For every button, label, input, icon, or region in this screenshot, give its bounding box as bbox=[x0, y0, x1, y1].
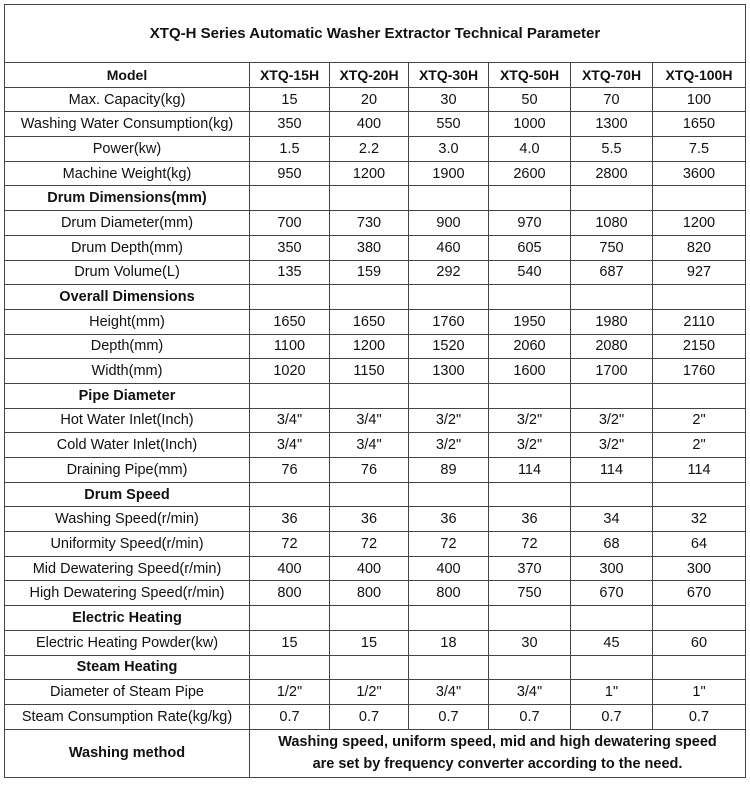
value-cell: 1980 bbox=[571, 309, 653, 334]
empty-cell bbox=[409, 655, 489, 680]
value-cell: 3.0 bbox=[409, 137, 489, 162]
value-cell: 2080 bbox=[571, 334, 653, 359]
value-cell: 3/2" bbox=[571, 408, 653, 433]
value-cell: 3/2" bbox=[489, 433, 571, 458]
value-cell: 400 bbox=[330, 556, 409, 581]
header-model: Model bbox=[5, 63, 250, 88]
value-cell: 460 bbox=[409, 235, 489, 260]
table-row bbox=[5, 161, 746, 186]
row-label: Washing Speed(r/min) bbox=[5, 507, 250, 532]
title-row bbox=[5, 5, 746, 63]
empty-cell bbox=[571, 383, 653, 408]
value-cell: 3/4" bbox=[250, 433, 330, 458]
value-cell: 1150 bbox=[330, 359, 409, 384]
value-cell: 36 bbox=[330, 507, 409, 532]
empty-cell bbox=[489, 285, 571, 310]
value-cell: 1300 bbox=[409, 359, 489, 384]
value-cell: 72 bbox=[409, 532, 489, 557]
table-row bbox=[5, 408, 746, 433]
table-row bbox=[5, 359, 746, 384]
empty-cell bbox=[250, 655, 330, 680]
table-row bbox=[5, 556, 746, 581]
table-row bbox=[5, 235, 746, 260]
value-cell: 0.7 bbox=[250, 704, 330, 729]
value-cell: 400 bbox=[409, 556, 489, 581]
washing-method-note-line-1: Washing speed, uniform speed, mid and high dewatering speed bbox=[278, 734, 717, 751]
row-label: Depth(mm) bbox=[5, 334, 250, 359]
value-cell: 2" bbox=[653, 433, 746, 458]
table-row bbox=[5, 137, 746, 162]
value-cell: 4.0 bbox=[489, 137, 571, 162]
empty-cell bbox=[489, 186, 571, 211]
value-cell: 45 bbox=[571, 630, 653, 655]
value-cell: 2060 bbox=[489, 334, 571, 359]
value-cell: 64 bbox=[653, 532, 746, 557]
value-cell: 20 bbox=[330, 87, 409, 112]
value-cell: 3/4" bbox=[409, 680, 489, 705]
empty-cell bbox=[409, 606, 489, 631]
value-cell: 1020 bbox=[250, 359, 330, 384]
value-cell: 800 bbox=[409, 581, 489, 606]
header-row bbox=[5, 63, 746, 88]
value-cell: 1950 bbox=[489, 309, 571, 334]
section-heading: Electric Heating bbox=[5, 606, 250, 631]
value-cell: 70 bbox=[571, 87, 653, 112]
row-label: Drum Diameter(mm) bbox=[5, 211, 250, 236]
empty-cell bbox=[571, 655, 653, 680]
value-cell: 3/2" bbox=[489, 408, 571, 433]
value-cell: 3/2" bbox=[571, 433, 653, 458]
value-cell: 50 bbox=[489, 87, 571, 112]
row-label: Power(kw) bbox=[5, 137, 250, 162]
value-cell: 30 bbox=[409, 87, 489, 112]
empty-cell bbox=[330, 655, 409, 680]
table-row bbox=[5, 211, 746, 236]
table-row bbox=[5, 680, 746, 705]
value-cell: 89 bbox=[409, 458, 489, 483]
value-cell: 0.7 bbox=[409, 704, 489, 729]
row-label: Diameter of Steam Pipe bbox=[5, 680, 250, 705]
value-cell: 1200 bbox=[330, 161, 409, 186]
value-cell: 300 bbox=[653, 556, 746, 581]
value-cell: 3/4" bbox=[250, 408, 330, 433]
empty-cell bbox=[571, 285, 653, 310]
value-cell: 2" bbox=[653, 408, 746, 433]
value-cell: 750 bbox=[489, 581, 571, 606]
row-label: High Dewatering Speed(r/min) bbox=[5, 581, 250, 606]
value-cell: 2800 bbox=[571, 161, 653, 186]
value-cell: 1000 bbox=[489, 112, 571, 137]
row-label: Width(mm) bbox=[5, 359, 250, 384]
empty-cell bbox=[409, 186, 489, 211]
empty-cell bbox=[250, 383, 330, 408]
value-cell: 1" bbox=[653, 680, 746, 705]
washing-method-note bbox=[250, 729, 746, 777]
value-cell: 2110 bbox=[653, 309, 746, 334]
empty-cell bbox=[330, 606, 409, 631]
section-row bbox=[5, 482, 746, 507]
section-heading: Drum Dimensions(mm) bbox=[5, 186, 250, 211]
table-row bbox=[5, 581, 746, 606]
empty-cell bbox=[653, 383, 746, 408]
row-label: Hot Water Inlet(Inch) bbox=[5, 408, 250, 433]
value-cell: 0.7 bbox=[571, 704, 653, 729]
value-cell: 400 bbox=[330, 112, 409, 137]
row-label: Cold Water Inlet(Inch) bbox=[5, 433, 250, 458]
value-cell: 1650 bbox=[653, 112, 746, 137]
value-cell: 3/4" bbox=[489, 680, 571, 705]
value-cell: 100 bbox=[653, 87, 746, 112]
table-row bbox=[5, 630, 746, 655]
washing-method-label: Washing method bbox=[5, 729, 250, 777]
value-cell: 36 bbox=[250, 507, 330, 532]
empty-cell bbox=[330, 482, 409, 507]
value-cell: 15 bbox=[250, 630, 330, 655]
washing-method-row bbox=[5, 729, 746, 777]
value-cell: 950 bbox=[250, 161, 330, 186]
value-cell: 700 bbox=[250, 211, 330, 236]
value-cell: 350 bbox=[250, 112, 330, 137]
value-cell: 800 bbox=[250, 581, 330, 606]
value-cell: 670 bbox=[653, 581, 746, 606]
empty-cell bbox=[250, 482, 330, 507]
header-xtq-50h: XTQ-50H bbox=[489, 63, 571, 88]
value-cell: 68 bbox=[571, 532, 653, 557]
empty-cell bbox=[653, 186, 746, 211]
value-cell: 1520 bbox=[409, 334, 489, 359]
value-cell: 900 bbox=[409, 211, 489, 236]
value-cell: 1900 bbox=[409, 161, 489, 186]
value-cell: 730 bbox=[330, 211, 409, 236]
empty-cell bbox=[489, 655, 571, 680]
section-heading: Drum Speed bbox=[5, 482, 250, 507]
value-cell: 540 bbox=[489, 260, 571, 285]
table-row bbox=[5, 507, 746, 532]
empty-cell bbox=[409, 383, 489, 408]
value-cell: 300 bbox=[571, 556, 653, 581]
empty-cell bbox=[409, 285, 489, 310]
table-row bbox=[5, 704, 746, 729]
empty-cell bbox=[489, 606, 571, 631]
value-cell: 2150 bbox=[653, 334, 746, 359]
empty-cell bbox=[571, 482, 653, 507]
value-cell: 800 bbox=[330, 581, 409, 606]
table-row bbox=[5, 532, 746, 557]
row-label: Washing Water Consumption(kg) bbox=[5, 112, 250, 137]
washing-method-note-line-2: are set by frequency converter according to the need. bbox=[312, 756, 683, 773]
row-label: Draining Pipe(mm) bbox=[5, 458, 250, 483]
value-cell: 1" bbox=[571, 680, 653, 705]
value-cell: 1760 bbox=[653, 359, 746, 384]
row-label: Electric Heating Powder(kw) bbox=[5, 630, 250, 655]
value-cell: 3600 bbox=[653, 161, 746, 186]
value-cell: 670 bbox=[571, 581, 653, 606]
value-cell: 1080 bbox=[571, 211, 653, 236]
empty-cell bbox=[571, 606, 653, 631]
value-cell: 1700 bbox=[571, 359, 653, 384]
value-cell: 1300 bbox=[571, 112, 653, 137]
value-cell: 970 bbox=[489, 211, 571, 236]
row-label: Height(mm) bbox=[5, 309, 250, 334]
value-cell: 0.7 bbox=[653, 704, 746, 729]
value-cell: 18 bbox=[409, 630, 489, 655]
value-cell: 750 bbox=[571, 235, 653, 260]
value-cell: 60 bbox=[653, 630, 746, 655]
row-label: Drum Depth(mm) bbox=[5, 235, 250, 260]
empty-cell bbox=[409, 482, 489, 507]
value-cell: 3/4" bbox=[330, 408, 409, 433]
value-cell: 3/4" bbox=[330, 433, 409, 458]
value-cell: 114 bbox=[571, 458, 653, 483]
section-row bbox=[5, 186, 746, 211]
value-cell: 72 bbox=[250, 532, 330, 557]
value-cell: 15 bbox=[250, 87, 330, 112]
empty-cell bbox=[250, 186, 330, 211]
header-xtq-15h: XTQ-15H bbox=[250, 63, 330, 88]
value-cell: 5.5 bbox=[571, 137, 653, 162]
header-xtq-70h: XTQ-70H bbox=[571, 63, 653, 88]
value-cell: 1/2" bbox=[330, 680, 409, 705]
value-cell: 1600 bbox=[489, 359, 571, 384]
value-cell: 30 bbox=[489, 630, 571, 655]
empty-cell bbox=[330, 383, 409, 408]
section-heading: Pipe Diameter bbox=[5, 383, 250, 408]
empty-cell bbox=[653, 482, 746, 507]
row-label: Uniformity Speed(r/min) bbox=[5, 532, 250, 557]
table-row bbox=[5, 309, 746, 334]
value-cell: 159 bbox=[330, 260, 409, 285]
value-cell: 76 bbox=[250, 458, 330, 483]
section-heading: Overall Dimensions bbox=[5, 285, 250, 310]
row-label: Drum Volume(L) bbox=[5, 260, 250, 285]
value-cell: 0.7 bbox=[489, 704, 571, 729]
value-cell: 292 bbox=[409, 260, 489, 285]
value-cell: 820 bbox=[653, 235, 746, 260]
header-xtq-20h: XTQ-20H bbox=[330, 63, 409, 88]
value-cell: 605 bbox=[489, 235, 571, 260]
value-cell: 135 bbox=[250, 260, 330, 285]
value-cell: 114 bbox=[653, 458, 746, 483]
header-xtq-100h: XTQ-100H bbox=[653, 63, 746, 88]
table-row bbox=[5, 260, 746, 285]
table-title: XTQ-H Series Automatic Washer Extractor Technical Parameter bbox=[5, 5, 746, 63]
empty-cell bbox=[489, 482, 571, 507]
table-row bbox=[5, 433, 746, 458]
value-cell: 72 bbox=[489, 532, 571, 557]
value-cell: 1650 bbox=[250, 309, 330, 334]
empty-cell bbox=[250, 606, 330, 631]
value-cell: 76 bbox=[330, 458, 409, 483]
row-label: Machine Weight(kg) bbox=[5, 161, 250, 186]
value-cell: 1/2" bbox=[250, 680, 330, 705]
value-cell: 36 bbox=[489, 507, 571, 532]
row-label: Mid Dewatering Speed(r/min) bbox=[5, 556, 250, 581]
value-cell: 1650 bbox=[330, 309, 409, 334]
header-xtq-30h: XTQ-30H bbox=[409, 63, 489, 88]
value-cell: 1200 bbox=[653, 211, 746, 236]
empty-cell bbox=[250, 285, 330, 310]
value-cell: 1760 bbox=[409, 309, 489, 334]
spec-sheet bbox=[4, 4, 746, 778]
value-cell: 1.5 bbox=[250, 137, 330, 162]
section-row bbox=[5, 383, 746, 408]
value-cell: 1100 bbox=[250, 334, 330, 359]
empty-cell bbox=[330, 285, 409, 310]
value-cell: 927 bbox=[653, 260, 746, 285]
value-cell: 2.2 bbox=[330, 137, 409, 162]
value-cell: 2600 bbox=[489, 161, 571, 186]
table-row bbox=[5, 458, 746, 483]
value-cell: 400 bbox=[250, 556, 330, 581]
value-cell: 32 bbox=[653, 507, 746, 532]
value-cell: 7.5 bbox=[653, 137, 746, 162]
row-label: Max. Capacity(kg) bbox=[5, 87, 250, 112]
value-cell: 380 bbox=[330, 235, 409, 260]
value-cell: 3/2" bbox=[409, 433, 489, 458]
value-cell: 0.7 bbox=[330, 704, 409, 729]
value-cell: 36 bbox=[409, 507, 489, 532]
empty-cell bbox=[571, 186, 653, 211]
section-row bbox=[5, 655, 746, 680]
section-row bbox=[5, 606, 746, 631]
value-cell: 34 bbox=[571, 507, 653, 532]
empty-cell bbox=[489, 383, 571, 408]
table-row bbox=[5, 112, 746, 137]
empty-cell bbox=[653, 655, 746, 680]
value-cell: 3/2" bbox=[409, 408, 489, 433]
technical-parameter-table bbox=[4, 4, 746, 778]
value-cell: 1200 bbox=[330, 334, 409, 359]
section-heading: Steam Heating bbox=[5, 655, 250, 680]
table-row bbox=[5, 87, 746, 112]
value-cell: 687 bbox=[571, 260, 653, 285]
table-row bbox=[5, 334, 746, 359]
value-cell: 550 bbox=[409, 112, 489, 137]
value-cell: 114 bbox=[489, 458, 571, 483]
value-cell: 15 bbox=[330, 630, 409, 655]
value-cell: 72 bbox=[330, 532, 409, 557]
empty-cell bbox=[653, 606, 746, 631]
value-cell: 370 bbox=[489, 556, 571, 581]
section-row bbox=[5, 285, 746, 310]
value-cell: 350 bbox=[250, 235, 330, 260]
empty-cell bbox=[653, 285, 746, 310]
empty-cell bbox=[330, 186, 409, 211]
row-label: Steam Consumption Rate(kg/kg) bbox=[5, 704, 250, 729]
